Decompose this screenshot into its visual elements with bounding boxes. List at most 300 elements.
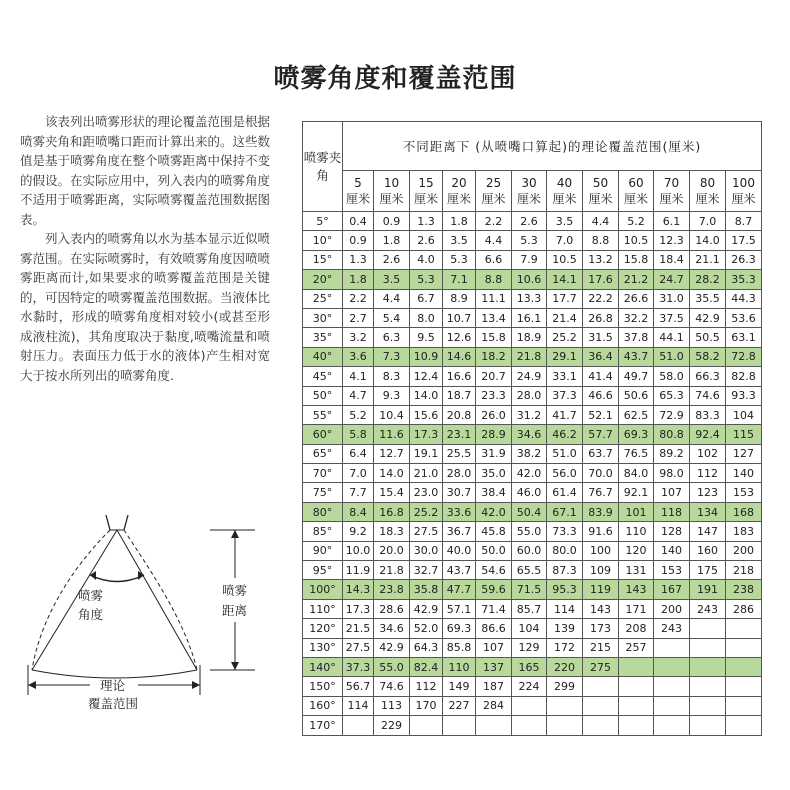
table-row — [303, 619, 762, 638]
coverage-cell: 22.2 — [583, 289, 619, 308]
coverage-cell: 139 — [547, 619, 583, 638]
angle-cell: 140° — [303, 657, 343, 676]
coverage-cell: 170 — [410, 696, 443, 715]
coverage-cell: 167 — [654, 580, 690, 599]
coverage-cell: 4.7 — [343, 386, 374, 405]
coverage-cell: 238 — [726, 580, 762, 599]
coverage-cell: 14.3 — [343, 580, 374, 599]
coverage-cell: 53.6 — [726, 308, 762, 327]
coverage-cell: 60.0 — [512, 541, 547, 560]
coverage-cell: 42.9 — [410, 599, 443, 618]
distance-unit: 厘米 — [695, 192, 720, 206]
coverage-cell: 140 — [726, 464, 762, 483]
page-title: 喷雾角度和覆盖范围 — [273, 64, 517, 94]
coverage-cell: 83.9 — [583, 502, 619, 521]
coverage-cell: 98.0 — [654, 464, 690, 483]
distance-unit: 厘米 — [413, 192, 438, 206]
table-row — [303, 502, 762, 521]
coverage-cell: 76.5 — [619, 444, 654, 463]
coverage-cell: 118 — [654, 502, 690, 521]
table-row — [303, 483, 762, 502]
coverage-cell: 1.3 — [410, 212, 443, 231]
coverage-cell: 72.8 — [726, 347, 762, 366]
distance-value: 30 — [521, 176, 537, 190]
spray-angle-diagram — [10, 500, 280, 730]
table-row — [303, 405, 762, 424]
coverage-table — [302, 121, 762, 736]
coverage-cell: 2.6 — [512, 212, 547, 231]
distance-unit: 厘米 — [516, 192, 541, 206]
coverage-cell: 58.2 — [690, 347, 726, 366]
coverage-cell: 31.5 — [583, 328, 619, 347]
coverage-cell: 69.3 — [443, 619, 476, 638]
coverage-cell: 14.0 — [690, 231, 726, 250]
coverage-cell: 3.6 — [343, 347, 374, 366]
coverage-cell: 44.1 — [654, 328, 690, 347]
coverage-cell: 46.2 — [547, 425, 583, 444]
coverage-cell: 128 — [654, 522, 690, 541]
coverage-cell: 224 — [512, 677, 547, 696]
coverage-cell: 10.4 — [374, 405, 410, 424]
coverage-cell: 17.7 — [547, 289, 583, 308]
coverage-cell: 3.2 — [343, 328, 374, 347]
table-row — [303, 386, 762, 405]
coverage-cell: 143 — [583, 599, 619, 618]
coverage-cell: 21.0 — [410, 464, 443, 483]
coverage-cell: 114 — [547, 599, 583, 618]
coverage-cell: 5.3 — [410, 270, 443, 289]
distance-unit: 厘米 — [345, 192, 370, 206]
coverage-cell: 33.1 — [547, 367, 583, 386]
distance-value: 5 — [354, 176, 362, 190]
coverage-cell: 35.8 — [410, 580, 443, 599]
coverage-cell — [619, 696, 654, 715]
coverage-cell: 82.4 — [410, 657, 443, 676]
coverage-cell: 10.6 — [512, 270, 547, 289]
distance-header-100 — [726, 171, 762, 212]
description-paragraph-2: 列入表内的喷雾角以水为基本显示近似喷雾范围。在实际喷雾时，有效喷雾角度因喷喷雾距离而计,如果要求的喷雾覆盖范围是关键的，可因特定的喷雾覆盖范围数据。当液体比水黏时，形成的喷雾角度相对较小(或甚至形成液柱流)，其角度取决于黏度,喷嘴流量和喷射压力。表面压力低于水的液体)产生相对宽大于按水所列出的喷雾角度. — [20, 231, 271, 383]
coverage-cell: 33.6 — [443, 502, 476, 521]
table-row — [303, 677, 762, 696]
coverage-cell — [726, 638, 762, 657]
coverage-cell: 165 — [512, 657, 547, 676]
coverage-cell: 46.0 — [512, 483, 547, 502]
distance-value: 15 — [418, 176, 434, 190]
coverage-cell: 19.1 — [410, 444, 443, 463]
coverage-cell: 63.1 — [726, 328, 762, 347]
coverage-cell: 80.8 — [654, 425, 690, 444]
coverage-cell: 0.4 — [343, 212, 374, 231]
coverage-cell: 8.8 — [583, 231, 619, 250]
coverage-cell: 12.6 — [443, 328, 476, 347]
coverage-cell: 57.1 — [443, 599, 476, 618]
description-paragraph-1: 该表列出喷雾形状的理论覆盖范围是根据喷雾夹角和距喷嘴口距而计算出来的。这些数值是基于喷雾角度在整个喷雾距离中保持不变的假设。在实际应用中，列入表内的喷雾角度不适用于喷雾距离，实际喷雾覆盖范围数据图表。 — [20, 114, 271, 227]
angle-cell: 95° — [303, 561, 343, 580]
coverage-cell: 120 — [619, 541, 654, 560]
coverage-cell: 31.9 — [476, 444, 512, 463]
distance-value: 10 — [383, 176, 400, 190]
distance-value: 70 — [663, 176, 680, 190]
coverage-cell: 153 — [726, 483, 762, 502]
distance-header-80 — [690, 171, 726, 212]
angle-cell: 90° — [303, 541, 343, 560]
table-row — [303, 289, 762, 308]
coverage-cell: 2.7 — [343, 308, 374, 327]
coverage-cell: 59.6 — [476, 580, 512, 599]
coverage-cell: 10.5 — [619, 231, 654, 250]
table-row — [303, 599, 762, 618]
coverage-cell — [690, 716, 726, 735]
coverage-cell: 2.6 — [410, 231, 443, 250]
angle-cell: 170° — [303, 716, 343, 735]
coverage-cell: 191 — [690, 580, 726, 599]
coverage-cell: 107 — [476, 638, 512, 657]
coverage-cell: 64.3 — [410, 638, 443, 657]
coverage-cell: 41.4 — [583, 367, 619, 386]
coverage-cell: 28.2 — [690, 270, 726, 289]
coverage-cell: 13.4 — [476, 308, 512, 327]
coverage-cell: 15.6 — [410, 405, 443, 424]
coverage-cell: 171 — [619, 599, 654, 618]
distance-value: 50 — [592, 176, 609, 190]
coverage-cell: 42.0 — [476, 502, 512, 521]
coverage-cell: 127 — [726, 444, 762, 463]
coverage-cell: 284 — [476, 696, 512, 715]
coverage-cell — [654, 696, 690, 715]
coverage-cell: 2.2 — [343, 289, 374, 308]
coverage-cell: 74.6 — [374, 677, 410, 696]
coverage-cell: 286 — [726, 599, 762, 618]
coverage-cell: 49.7 — [619, 367, 654, 386]
coverage-cell: 8.0 — [410, 308, 443, 327]
coverage-cell: 74.6 — [690, 386, 726, 405]
coverage-cell — [583, 677, 619, 696]
coverage-cell: 10.7 — [443, 308, 476, 327]
coverage-cell — [476, 716, 512, 735]
coverage-cell: 32.7 — [410, 561, 443, 580]
angle-arc — [90, 575, 144, 582]
angle-cell: 110° — [303, 599, 343, 618]
distance-unit: 厘米 — [552, 192, 577, 206]
coverage-cell: 18.9 — [512, 328, 547, 347]
coverage-cell — [512, 696, 547, 715]
coverage-cell: 7.0 — [547, 231, 583, 250]
coverage-cell: 70.0 — [583, 464, 619, 483]
coverage-cell: 299 — [547, 677, 583, 696]
coverage-cell: 21.1 — [690, 250, 726, 269]
coverage-cell: 21.8 — [512, 347, 547, 366]
coverage-cell: 0.9 — [343, 231, 374, 250]
distance-label-1: 喷雾 — [222, 583, 248, 598]
coverage-cell — [410, 716, 443, 735]
coverage-cell — [690, 677, 726, 696]
coverage-cell: 42.9 — [374, 638, 410, 657]
coverage-cell: 257 — [619, 638, 654, 657]
coverage-cell: 4.1 — [343, 367, 374, 386]
distance-value: 20 — [451, 176, 467, 190]
coverage-cell: 43.7 — [619, 347, 654, 366]
coverage-cell: 13.3 — [512, 289, 547, 308]
table-row — [303, 638, 762, 657]
coverage-cell: 6.4 — [343, 444, 374, 463]
coverage-cell — [690, 619, 726, 638]
coverage-cell: 23.0 — [410, 483, 443, 502]
coverage-cell: 18.7 — [443, 386, 476, 405]
coverage-cell: 4.0 — [410, 250, 443, 269]
coverage-cell: 160 — [690, 541, 726, 560]
coverage-cell: 73.3 — [547, 522, 583, 541]
coverage-cell: 14.0 — [410, 386, 443, 405]
distance-value: 80 — [699, 176, 716, 190]
coverage-cell: 50.5 — [690, 328, 726, 347]
coverage-cell: 72.9 — [654, 405, 690, 424]
coverage-cell: 63.7 — [583, 444, 619, 463]
spray-edge-line-right — [117, 530, 197, 670]
coverage-cell: 46.6 — [583, 386, 619, 405]
coverage-cell: 91.6 — [583, 522, 619, 541]
coverage-cell: 4.4 — [374, 289, 410, 308]
coverage-cell: 32.2 — [619, 308, 654, 327]
coverage-cell: 24.7 — [654, 270, 690, 289]
coverage-cell: 76.7 — [583, 483, 619, 502]
coverage-cell: 7.7 — [343, 483, 374, 502]
coverage-cell — [583, 716, 619, 735]
coverage-cell: 21.5 — [343, 619, 374, 638]
coverage-cell: 104 — [512, 619, 547, 638]
coverage-cell: 275 — [583, 657, 619, 676]
coverage-cell: 36.7 — [443, 522, 476, 541]
coverage-cell: 10.9 — [410, 347, 443, 366]
table-row — [303, 657, 762, 676]
coverage-cell: 71.5 — [512, 580, 547, 599]
coverage-cell: 16.8 — [374, 502, 410, 521]
coverage-cell: 11.1 — [476, 289, 512, 308]
coverage-cell: 58.0 — [654, 367, 690, 386]
coverage-cell: 220 — [547, 657, 583, 676]
coverage-cell: 65.5 — [512, 561, 547, 580]
coverage-cell: 92.4 — [690, 425, 726, 444]
table-row — [303, 270, 762, 289]
description — [20, 112, 270, 385]
coverage-cell: 4.4 — [583, 212, 619, 231]
angle-cell: 20° — [303, 270, 343, 289]
distance-unit: 厘米 — [379, 192, 404, 206]
coverage-cell — [654, 657, 690, 676]
coverage-cell: 34.6 — [374, 619, 410, 638]
coverage-cell — [512, 716, 547, 735]
angle-label-2: 角度 — [78, 607, 104, 622]
coverage-cell: 55.0 — [512, 522, 547, 541]
coverage-cell — [690, 638, 726, 657]
coverage-cell: 51.0 — [654, 347, 690, 366]
coverage-cell: 35.0 — [476, 464, 512, 483]
coverage-cell: 110 — [619, 522, 654, 541]
coverage-cell: 50.6 — [619, 386, 654, 405]
coverage-cell: 14.6 — [443, 347, 476, 366]
coverage-cell: 100 — [583, 541, 619, 560]
coverage-cell: 92.1 — [619, 483, 654, 502]
coverage-cell: 26.6 — [619, 289, 654, 308]
coverage-cell: 20.8 — [443, 405, 476, 424]
distance-header-20 — [443, 171, 476, 212]
angle-header: 喷雾夹角 — [303, 122, 343, 212]
coverage-cell: 175 — [690, 561, 726, 580]
coverage-cell: 243 — [690, 599, 726, 618]
coverage-cell: 7.3 — [374, 347, 410, 366]
angle-cell: 100° — [303, 580, 343, 599]
angle-cell: 5° — [303, 212, 343, 231]
coverage-cell: 43.7 — [443, 561, 476, 580]
coverage-cell: 137 — [476, 657, 512, 676]
angle-cell: 85° — [303, 522, 343, 541]
angle-cell: 150° — [303, 677, 343, 696]
coverage-cell: 61.4 — [547, 483, 583, 502]
coverage-cell: 243 — [654, 619, 690, 638]
coverage-cell: 112 — [690, 464, 726, 483]
coverage-cell: 9.2 — [343, 522, 374, 541]
table-row — [303, 367, 762, 386]
angle-cell: 65° — [303, 444, 343, 463]
coverage-cell: 11.6 — [374, 425, 410, 444]
coverage-cell: 12.3 — [654, 231, 690, 250]
coverage-cell: 147 — [690, 522, 726, 541]
angle-cell: 50° — [303, 386, 343, 405]
coverage-cell: 47.7 — [443, 580, 476, 599]
distance-header-5 — [343, 171, 374, 212]
distance-header-15 — [410, 171, 443, 212]
coverage-cell: 42.9 — [690, 308, 726, 327]
table-row — [303, 696, 762, 715]
coverage-cell: 104 — [726, 405, 762, 424]
coverage-cell: 7.0 — [343, 464, 374, 483]
coverage-cell: 14.1 — [547, 270, 583, 289]
distance-group-header: 不同距离下 (从喷嘴口算起)的理论覆盖范围(厘米) — [343, 122, 762, 171]
distance-unit: 厘米 — [659, 192, 684, 206]
coverage-cell — [619, 657, 654, 676]
coverage-cell: 208 — [619, 619, 654, 638]
coverage-cell: 52.0 — [410, 619, 443, 638]
coverage-cell: 1.8 — [374, 231, 410, 250]
coverage-cell: 23.1 — [443, 425, 476, 444]
coverage-cell: 5.8 — [343, 425, 374, 444]
coverage-cell: 28.0 — [512, 386, 547, 405]
angle-cell: 15° — [303, 250, 343, 269]
coverage-cell: 25.2 — [410, 502, 443, 521]
coverage-cell: 23.8 — [374, 580, 410, 599]
coverage-cell: 31.2 — [512, 405, 547, 424]
coverage-cell: 115 — [726, 425, 762, 444]
coverage-cell: 15.8 — [619, 250, 654, 269]
table-row — [303, 444, 762, 463]
coverage-cell: 26.3 — [726, 250, 762, 269]
coverage-cell: 7.0 — [690, 212, 726, 231]
coverage-cell: 28.6 — [374, 599, 410, 618]
table-row — [303, 250, 762, 269]
coverage-cell: 15.4 — [374, 483, 410, 502]
distance-unit: 厘米 — [446, 192, 471, 206]
coverage-cell — [726, 696, 762, 715]
distance-value: 40 — [556, 176, 573, 190]
coverage-cell: 140 — [654, 541, 690, 560]
coverage-table-container — [302, 121, 762, 736]
coverage-cell: 18.2 — [476, 347, 512, 366]
coverage-cell: 89.2 — [654, 444, 690, 463]
coverage-cell — [654, 677, 690, 696]
coverage-cell — [726, 677, 762, 696]
coverage-cell: 113 — [374, 696, 410, 715]
coverage-cell: 2.6 — [374, 250, 410, 269]
coverage-cell: 12.4 — [410, 367, 443, 386]
coverage-cell: 8.8 — [476, 270, 512, 289]
coverage-cell: 134 — [690, 502, 726, 521]
coverage-cell: 30.7 — [443, 483, 476, 502]
distance-header-row — [303, 171, 762, 212]
coverage-cell: 25.5 — [443, 444, 476, 463]
coverage-cell — [690, 696, 726, 715]
coverage-cell: 218 — [726, 561, 762, 580]
coverage-cell: 45.8 — [476, 522, 512, 541]
coverage-cell: 5.4 — [374, 308, 410, 327]
coverage-cell — [619, 716, 654, 735]
coverage-cell — [690, 657, 726, 676]
table-row — [303, 328, 762, 347]
distance-value: 100 — [732, 176, 755, 190]
table-row — [303, 541, 762, 560]
coverage-cell: 84.0 — [619, 464, 654, 483]
distance-label-2: 距离 — [222, 603, 248, 618]
coverage-cell: 31.0 — [654, 289, 690, 308]
coverage-cell: 8.9 — [443, 289, 476, 308]
coverage-cell: 153 — [654, 561, 690, 580]
coverage-cell: 16.1 — [512, 308, 547, 327]
coverage-cell: 62.5 — [619, 405, 654, 424]
coverage-cell: 109 — [583, 561, 619, 580]
coverage-cell: 123 — [690, 483, 726, 502]
coverage-cell: 25.2 — [547, 328, 583, 347]
coverage-cell: 27.5 — [410, 522, 443, 541]
angle-cell: 40° — [303, 347, 343, 366]
coverage-cell: 29.1 — [547, 347, 583, 366]
coverage-cell: 85.8 — [443, 638, 476, 657]
coverage-cell: 85.7 — [512, 599, 547, 618]
distance-header-50 — [583, 171, 619, 212]
coverage-cell: 56.7 — [343, 677, 374, 696]
coverage-cell: 86.6 — [476, 619, 512, 638]
distance-header-40 — [547, 171, 583, 212]
spray-bottom-arc — [32, 670, 197, 678]
coverage-cell — [583, 696, 619, 715]
coverage-cell: 27.5 — [343, 638, 374, 657]
coverage-cell: 95.3 — [547, 580, 583, 599]
coverage-cell: 7.1 — [443, 270, 476, 289]
coverage-cell: 0.9 — [374, 212, 410, 231]
coverage-cell: 131 — [619, 561, 654, 580]
coverage-cell: 38.2 — [512, 444, 547, 463]
distance-unit: 厘米 — [588, 192, 613, 206]
coverage-cell — [654, 638, 690, 657]
coverage-cell: 41.7 — [547, 405, 583, 424]
coverage-cell — [443, 716, 476, 735]
coverage-cell: 66.3 — [690, 367, 726, 386]
coverage-cell: 28.9 — [476, 425, 512, 444]
coverage-cell: 13.2 — [583, 250, 619, 269]
coverage-cell: 7.9 — [512, 250, 547, 269]
coverage-cell: 168 — [726, 502, 762, 521]
coverage-cell — [343, 716, 374, 735]
table-row — [303, 231, 762, 250]
angle-cell: 70° — [303, 464, 343, 483]
coverage-cell: 5.2 — [343, 405, 374, 424]
